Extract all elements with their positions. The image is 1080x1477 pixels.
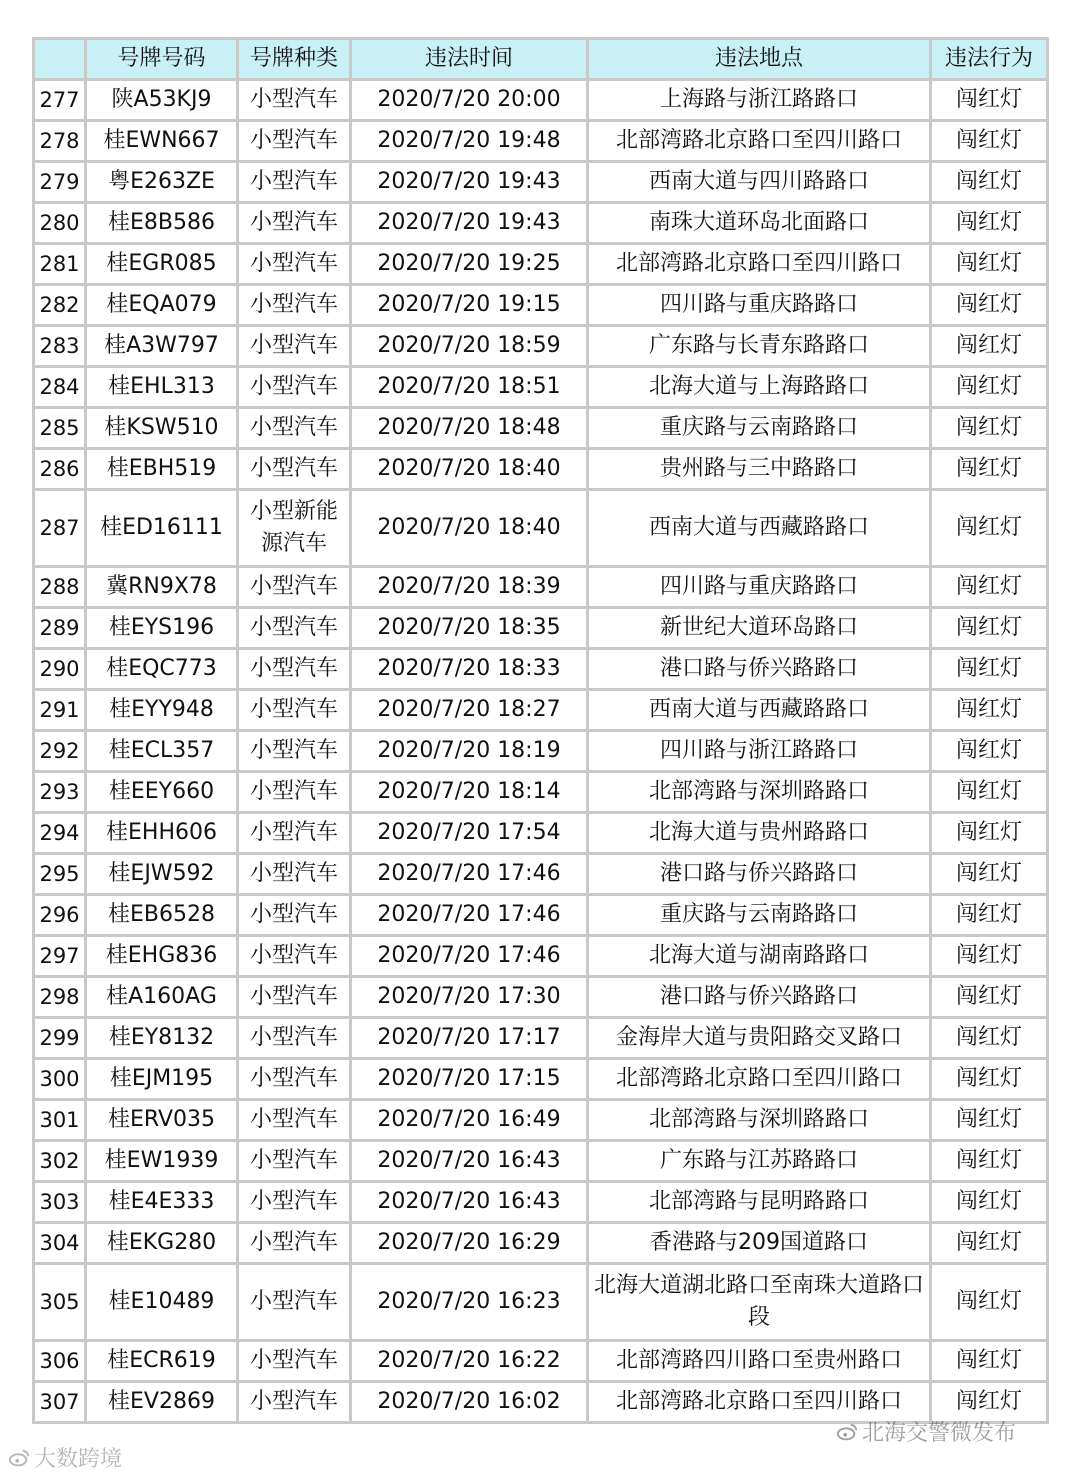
cell-plate-number: 桂EHG836 — [86, 936, 238, 977]
violation-table-container — [32, 37, 1046, 1424]
table-row — [34, 1018, 1048, 1059]
cell-index: 289 — [34, 608, 86, 649]
cell-plate-type: 小型汽车 — [238, 1100, 351, 1141]
cell-violation-behavior: 闯红灯 — [931, 1059, 1048, 1100]
table-row — [34, 449, 1048, 490]
cell-violation-behavior: 闯红灯 — [931, 244, 1048, 285]
table-row — [34, 977, 1048, 1018]
cell-violation-behavior: 闯红灯 — [931, 285, 1048, 326]
cell-violation-location: 北海大道与湖南路路口 — [588, 936, 931, 977]
cell-index: 298 — [34, 977, 86, 1018]
cell-violation-time: 2020/7/20 19:48 — [351, 121, 588, 162]
cell-index: 279 — [34, 162, 86, 203]
cell-violation-location: 新世纪大道环岛路口 — [588, 608, 931, 649]
cell-violation-location: 北部湾路与昆明路路口 — [588, 1182, 931, 1223]
cell-violation-time: 2020/7/20 16:02 — [351, 1382, 588, 1423]
cell-violation-time: 2020/7/20 18:33 — [351, 649, 588, 690]
cell-violation-behavior: 闯红灯 — [931, 977, 1048, 1018]
table-row — [34, 854, 1048, 895]
cell-index: 283 — [34, 326, 86, 367]
cell-violation-time: 2020/7/20 19:43 — [351, 162, 588, 203]
cell-plate-number: 桂E8B586 — [86, 203, 238, 244]
cell-violation-time: 2020/7/20 18:35 — [351, 608, 588, 649]
cell-index: 287 — [34, 490, 86, 567]
cell-index: 304 — [34, 1223, 86, 1264]
watermark-right — [836, 1416, 1016, 1447]
cell-plate-type: 小型汽车 — [238, 813, 351, 854]
cell-violation-time: 2020/7/20 17:46 — [351, 936, 588, 977]
watermark-right-text: 北海交警微发布 — [862, 1421, 1017, 1446]
cell-plate-type: 小型汽车 — [238, 244, 351, 285]
violation-table — [32, 37, 1049, 1424]
cell-plate-number: 桂EJW592 — [86, 854, 238, 895]
cell-violation-location: 北部湾路北京路口至四川路口 — [588, 121, 931, 162]
cell-plate-type: 小型汽车 — [238, 1223, 351, 1264]
table-row — [34, 1141, 1048, 1182]
cell-violation-behavior: 闯红灯 — [931, 1341, 1048, 1382]
cell-violation-behavior: 闯红灯 — [931, 1182, 1048, 1223]
cell-violation-time: 2020/7/20 16:49 — [351, 1100, 588, 1141]
cell-plate-number: 桂EEY660 — [86, 772, 238, 813]
table-row — [34, 813, 1048, 854]
cell-violation-behavior: 闯红灯 — [931, 813, 1048, 854]
cell-plate-number: 桂KSW510 — [86, 408, 238, 449]
cell-violation-location: 四川路与重庆路路口 — [588, 285, 931, 326]
cell-violation-time: 2020/7/20 17:15 — [351, 1059, 588, 1100]
cell-violation-behavior: 闯红灯 — [931, 162, 1048, 203]
cell-plate-number: 桂EHH606 — [86, 813, 238, 854]
cell-plate-number: 桂EY8132 — [86, 1018, 238, 1059]
table-row — [34, 1223, 1048, 1264]
cell-violation-location: 金海岸大道与贵阳路交叉路口 — [588, 1018, 931, 1059]
watermark-left-text: 大数跨境 — [34, 1447, 123, 1472]
table-row — [34, 80, 1048, 121]
cell-violation-location: 北部湾路与深圳路路口 — [588, 772, 931, 813]
table-row — [34, 936, 1048, 977]
cell-violation-behavior: 闯红灯 — [931, 608, 1048, 649]
cell-index: 303 — [34, 1182, 86, 1223]
table-row — [34, 731, 1048, 772]
cell-violation-behavior: 闯红灯 — [931, 1382, 1048, 1423]
cell-violation-location: 北海大道与上海路路口 — [588, 367, 931, 408]
cell-plate-number: 桂EGR085 — [86, 244, 238, 285]
cell-violation-behavior: 闯红灯 — [931, 121, 1048, 162]
table-row — [34, 1059, 1048, 1100]
cell-violation-time: 2020/7/20 18:39 — [351, 567, 588, 608]
cell-plate-number: 桂EJM195 — [86, 1059, 238, 1100]
cell-index: 292 — [34, 731, 86, 772]
table-row — [34, 608, 1048, 649]
cell-plate-number: 粤E263ZE — [86, 162, 238, 203]
cell-index: 296 — [34, 895, 86, 936]
cell-violation-time: 2020/7/20 16:29 — [351, 1223, 588, 1264]
table-row — [34, 772, 1048, 813]
table-body — [34, 80, 1048, 1423]
cell-plate-number: 桂EYS196 — [86, 608, 238, 649]
weibo-icon — [8, 1447, 30, 1469]
cell-plate-type: 小型汽车 — [238, 1382, 351, 1423]
cell-plate-type: 小型汽车 — [238, 367, 351, 408]
cell-violation-location: 西南大道与西藏路路口 — [588, 690, 931, 731]
cell-violation-behavior: 闯红灯 — [931, 895, 1048, 936]
cell-index: 300 — [34, 1059, 86, 1100]
cell-plate-type: 小型汽车 — [238, 936, 351, 977]
cell-violation-behavior: 闯红灯 — [931, 326, 1048, 367]
cell-violation-behavior: 闯红灯 — [931, 490, 1048, 567]
table-row — [34, 895, 1048, 936]
cell-violation-location: 重庆路与云南路路口 — [588, 895, 931, 936]
table-header-row — [34, 39, 1048, 80]
cell-violation-location: 北海大道与贵州路路口 — [588, 813, 931, 854]
header-violation-time: 违法时间 — [351, 39, 588, 80]
cell-index: 297 — [34, 936, 86, 977]
cell-plate-type: 小型汽车 — [238, 203, 351, 244]
cell-plate-type: 小型汽车 — [238, 1264, 351, 1341]
cell-plate-type: 小型汽车 — [238, 80, 351, 121]
table-row — [34, 1100, 1048, 1141]
header-violation-behavior: 违法行为 — [931, 39, 1048, 80]
header-plate-number: 号牌号码 — [86, 39, 238, 80]
cell-violation-behavior: 闯红灯 — [931, 367, 1048, 408]
cell-violation-location: 广东路与长青东路路口 — [588, 326, 931, 367]
cell-violation-location: 香港路与209国道路口 — [588, 1223, 931, 1264]
cell-violation-location: 北部湾路四川路口至贵州路口 — [588, 1341, 931, 1382]
cell-plate-number: 桂EV2869 — [86, 1382, 238, 1423]
cell-violation-time: 2020/7/20 18:48 — [351, 408, 588, 449]
table-row — [34, 1182, 1048, 1223]
cell-index: 281 — [34, 244, 86, 285]
cell-violation-location: 北部湾路与深圳路路口 — [588, 1100, 931, 1141]
cell-plate-number: 桂A160AG — [86, 977, 238, 1018]
cell-violation-time: 2020/7/20 17:46 — [351, 895, 588, 936]
cell-violation-location: 重庆路与云南路路口 — [588, 408, 931, 449]
cell-violation-location: 北部湾路北京路口至四川路口 — [588, 1382, 931, 1423]
cell-violation-location: 港口路与侨兴路路口 — [588, 649, 931, 690]
cell-violation-behavior: 闯红灯 — [931, 203, 1048, 244]
cell-violation-time: 2020/7/20 18:27 — [351, 690, 588, 731]
cell-index: 302 — [34, 1141, 86, 1182]
table-row — [34, 285, 1048, 326]
cell-plate-number: 桂ECL357 — [86, 731, 238, 772]
cell-violation-behavior: 闯红灯 — [931, 449, 1048, 490]
cell-index: 284 — [34, 367, 86, 408]
cell-plate-number: 桂ED16111 — [86, 490, 238, 567]
cell-violation-time: 2020/7/20 17:54 — [351, 813, 588, 854]
cell-index: 293 — [34, 772, 86, 813]
cell-violation-time: 2020/7/20 16:23 — [351, 1264, 588, 1341]
cell-violation-time: 2020/7/20 20:00 — [351, 80, 588, 121]
cell-index: 282 — [34, 285, 86, 326]
cell-violation-location: 北海大道湖北路口至南珠大道路口段 — [588, 1264, 931, 1341]
cell-violation-behavior: 闯红灯 — [931, 408, 1048, 449]
cell-plate-number: 桂EKG280 — [86, 1223, 238, 1264]
watermark-left — [8, 1442, 122, 1473]
cell-plate-number: 陕A53KJ9 — [86, 80, 238, 121]
cell-violation-location: 港口路与侨兴路路口 — [588, 854, 931, 895]
cell-index: 285 — [34, 408, 86, 449]
cell-plate-number: 桂EB6528 — [86, 895, 238, 936]
cell-violation-location: 广东路与江苏路路口 — [588, 1141, 931, 1182]
table-row — [34, 367, 1048, 408]
table-row — [34, 649, 1048, 690]
cell-plate-type: 小型汽车 — [238, 854, 351, 895]
cell-violation-location: 贵州路与三中路路口 — [588, 449, 931, 490]
cell-violation-behavior: 闯红灯 — [931, 772, 1048, 813]
cell-violation-behavior: 闯红灯 — [931, 1100, 1048, 1141]
cell-violation-behavior: 闯红灯 — [931, 936, 1048, 977]
cell-plate-type: 小型汽车 — [238, 690, 351, 731]
cell-violation-behavior: 闯红灯 — [931, 731, 1048, 772]
cell-plate-number: 桂EQA079 — [86, 285, 238, 326]
cell-violation-time: 2020/7/20 17:46 — [351, 854, 588, 895]
cell-index: 280 — [34, 203, 86, 244]
table-row — [34, 690, 1048, 731]
cell-violation-behavior: 闯红灯 — [931, 567, 1048, 608]
weibo-icon — [836, 1421, 858, 1443]
cell-plate-type: 小型新能源汽车 — [238, 490, 351, 567]
cell-violation-time: 2020/7/20 18:59 — [351, 326, 588, 367]
cell-index: 277 — [34, 80, 86, 121]
cell-violation-location: 北部湾路北京路口至四川路口 — [588, 244, 931, 285]
cell-plate-type: 小型汽车 — [238, 1141, 351, 1182]
table-row — [34, 326, 1048, 367]
cell-plate-type: 小型汽车 — [238, 1018, 351, 1059]
table-row — [34, 244, 1048, 285]
cell-violation-time: 2020/7/20 16:22 — [351, 1341, 588, 1382]
cell-index: 301 — [34, 1100, 86, 1141]
header-violation-location: 违法地点 — [588, 39, 931, 80]
cell-violation-behavior: 闯红灯 — [931, 649, 1048, 690]
cell-plate-type: 小型汽车 — [238, 731, 351, 772]
cell-plate-type: 小型汽车 — [238, 1182, 351, 1223]
cell-plate-type: 小型汽车 — [238, 649, 351, 690]
cell-plate-number: 桂ERV035 — [86, 1100, 238, 1141]
cell-violation-time: 2020/7/20 19:25 — [351, 244, 588, 285]
table-row — [34, 567, 1048, 608]
cell-plate-type: 小型汽车 — [238, 449, 351, 490]
cell-violation-location: 港口路与侨兴路路口 — [588, 977, 931, 1018]
cell-violation-time: 2020/7/20 18:51 — [351, 367, 588, 408]
cell-violation-location: 四川路与浙江路路口 — [588, 731, 931, 772]
header-plate-type: 号牌种类 — [238, 39, 351, 80]
cell-plate-number: 桂EQC773 — [86, 649, 238, 690]
cell-plate-number: 桂E4E333 — [86, 1182, 238, 1223]
cell-index: 307 — [34, 1382, 86, 1423]
cell-index: 288 — [34, 567, 86, 608]
table-row — [34, 121, 1048, 162]
cell-violation-location: 四川路与重庆路路口 — [588, 567, 931, 608]
cell-violation-time: 2020/7/20 17:30 — [351, 977, 588, 1018]
cell-violation-time: 2020/7/20 18:40 — [351, 449, 588, 490]
cell-plate-number: 桂EHL313 — [86, 367, 238, 408]
cell-plate-type: 小型汽车 — [238, 895, 351, 936]
cell-index: 290 — [34, 649, 86, 690]
cell-plate-number: 桂EYY948 — [86, 690, 238, 731]
table-row — [34, 1264, 1048, 1341]
cell-violation-time: 2020/7/20 18:40 — [351, 490, 588, 567]
table-row — [34, 203, 1048, 244]
cell-plate-type: 小型汽车 — [238, 121, 351, 162]
cell-violation-location: 南珠大道环岛北面路口 — [588, 203, 931, 244]
cell-violation-location: 西南大道与四川路路口 — [588, 162, 931, 203]
cell-index: 291 — [34, 690, 86, 731]
cell-plate-number: 桂ECR619 — [86, 1341, 238, 1382]
cell-violation-location: 北部湾路北京路口至四川路口 — [588, 1059, 931, 1100]
cell-plate-number: 桂EBH519 — [86, 449, 238, 490]
cell-plate-type: 小型汽车 — [238, 285, 351, 326]
table-row — [34, 1341, 1048, 1382]
cell-violation-time: 2020/7/20 18:19 — [351, 731, 588, 772]
cell-plate-number: 桂E10489 — [86, 1264, 238, 1341]
header-index — [34, 39, 86, 80]
cell-violation-location: 上海路与浙江路路口 — [588, 80, 931, 121]
cell-violation-behavior: 闯红灯 — [931, 1223, 1048, 1264]
cell-violation-behavior: 闯红灯 — [931, 690, 1048, 731]
table-row — [34, 408, 1048, 449]
cell-violation-time: 2020/7/20 19:15 — [351, 285, 588, 326]
cell-violation-time: 2020/7/20 19:43 — [351, 203, 588, 244]
cell-plate-type: 小型汽车 — [238, 977, 351, 1018]
cell-index: 299 — [34, 1018, 86, 1059]
cell-plate-type: 小型汽车 — [238, 326, 351, 367]
cell-plate-number: 桂A3W797 — [86, 326, 238, 367]
cell-plate-type: 小型汽车 — [238, 408, 351, 449]
cell-violation-time: 2020/7/20 17:17 — [351, 1018, 588, 1059]
cell-violation-behavior: 闯红灯 — [931, 1141, 1048, 1182]
cell-violation-time: 2020/7/20 16:43 — [351, 1141, 588, 1182]
cell-index: 306 — [34, 1341, 86, 1382]
cell-plate-number: 冀RN9X78 — [86, 567, 238, 608]
cell-index: 305 — [34, 1264, 86, 1341]
cell-plate-number: 桂EW1939 — [86, 1141, 238, 1182]
cell-index: 295 — [34, 854, 86, 895]
cell-plate-type: 小型汽车 — [238, 162, 351, 203]
cell-plate-type: 小型汽车 — [238, 1059, 351, 1100]
table-row — [34, 162, 1048, 203]
cell-violation-time: 2020/7/20 18:14 — [351, 772, 588, 813]
cell-plate-type: 小型汽车 — [238, 772, 351, 813]
cell-plate-type: 小型汽车 — [238, 608, 351, 649]
cell-violation-behavior: 闯红灯 — [931, 854, 1048, 895]
table-row — [34, 490, 1048, 567]
cell-plate-type: 小型汽车 — [238, 567, 351, 608]
cell-index: 294 — [34, 813, 86, 854]
cell-plate-type: 小型汽车 — [238, 1341, 351, 1382]
cell-violation-behavior: 闯红灯 — [931, 1264, 1048, 1341]
cell-violation-behavior: 闯红灯 — [931, 1018, 1048, 1059]
cell-violation-behavior: 闯红灯 — [931, 80, 1048, 121]
cell-violation-location: 西南大道与西藏路路口 — [588, 490, 931, 567]
cell-index: 286 — [34, 449, 86, 490]
cell-violation-time: 2020/7/20 16:43 — [351, 1182, 588, 1223]
cell-index: 278 — [34, 121, 86, 162]
cell-plate-number: 桂EWN667 — [86, 121, 238, 162]
